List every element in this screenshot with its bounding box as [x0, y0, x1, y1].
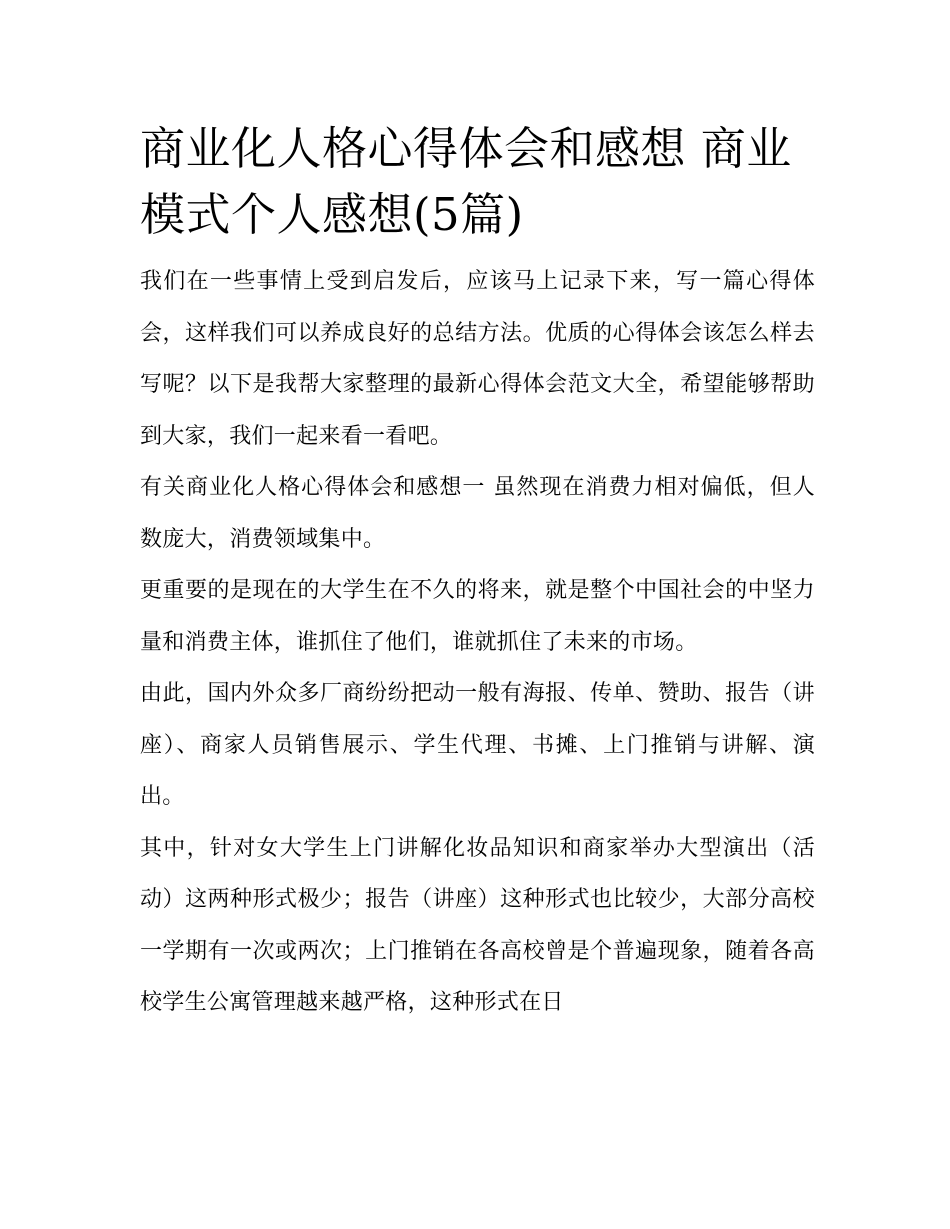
- paragraph-2: 更重要的是现在的大学生在不久的将来，就是整个中国社会的中坚力量和消费主体，谁抓住了他们，谁就抓住了未来的市场。: [140, 578, 815, 655]
- document-title: 商业化人格心得体会和感想 商业模式个人感想(5篇): [140, 122, 792, 241]
- document-body: [140, 256, 815, 1029]
- document-content: [140, 116, 815, 1029]
- paragraph-4: 其中，针对女大学生上门讲解化妆品知识和商家举办大型演出（活动）这两种形式极少；报告（讲座）这种形式也比较少，大部分高校一学期有一次或两次；上门推销在各高校曾是个普遍现象，随着各高校学生公寓管理越来越严格，这种形式在日: [140, 835, 815, 1015]
- paragraph-1: 有关商业化人格心得体会和感想一 虽然现在消费力相对偏低，但人数庞大，消费领域集中。: [140, 475, 815, 552]
- paragraph-intro: 我们在一些事情上受到启发后，应该马上记录下来，写一篇心得体会，这样我们可以养成良好的总结方法。优质的心得体会该怎么样去写呢？以下是我帮大家整理的最新心得体会范文大全，希望能够帮助到大家，我们一起来看一看吧。: [140, 269, 815, 449]
- paragraph-3: 由此，国内外众多厂商纷纷把动一般有海报、传单、赞助、报告（讲座）、商家人员销售展示、学生代理、书摊、上门推销与讲解、演出。: [140, 681, 815, 809]
